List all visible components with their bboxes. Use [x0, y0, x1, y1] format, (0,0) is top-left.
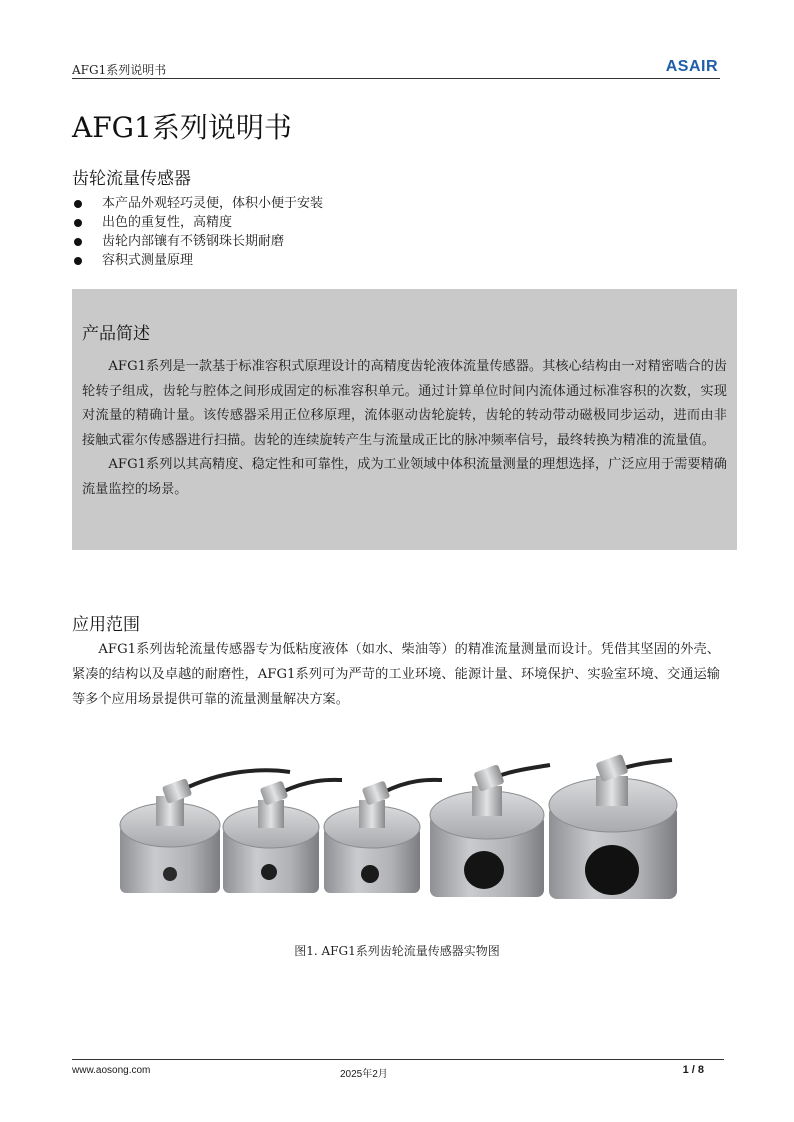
- page-footer: [72, 1059, 724, 1082]
- intro-heading: 齿轮流量传感器: [72, 169, 191, 189]
- footer-date: 2025年2月: [340, 1069, 388, 1080]
- application-paragraph: AFG1系列齿轮流量传感器专为低粘度液体（如水、柴油等）的精准流量测量而设计。凭借其坚固的外壳、紧凑的结构以及卓越的耐磨性，AFG1系列可为严苛的工业环境、能源计量、环境保护、实验室环境、交通运输等多个应用场景提供可靠的流量测量解决方案。: [72, 642, 720, 707]
- summary-section: [72, 289, 737, 550]
- footer-url: www.aosong.com: [72, 1065, 151, 1076]
- product-photo: [112, 750, 682, 920]
- application-body: [72, 637, 720, 712]
- sensor-unit: [430, 764, 550, 897]
- application-heading: 应用范围: [72, 615, 140, 635]
- figure-caption: 图1. AFG1系列齿轮流量传感器实物图: [294, 944, 500, 958]
- page-number: 1 / 8: [682, 1064, 704, 1076]
- header-title: AFG1系列说明书: [72, 63, 167, 77]
- sensor-unit: [549, 754, 677, 899]
- feature-item: 齿轮内部镶有不锈钢珠长期耐磨: [72, 232, 672, 251]
- summary-body: [82, 355, 727, 502]
- summary-paragraph: AFG1系列是一款基于标准容积式原理设计的高精度齿轮液体流量传感器。其核心结构由一对精密啮合的齿轮转子组成，齿轮与腔体之间形成固定的标准容积单元。通过计算单位时间内流体通过标准容积的次数，实现对流量的精确计量。该传感器采用正位移原理，流体驱动齿轮旋转，齿轮的转动带动磁极同步运动，进而由非接触式霍尔传感器进行扫描。齿轮的连续旋转产生与流量成正比的脉冲频率信号，最终转换为精准的流量值。: [82, 359, 727, 448]
- sensor-unit: [324, 780, 442, 893]
- summary-heading: 产品简述: [82, 324, 150, 344]
- summary-paragraph: AFG1系列以其高精度、稳定性和可靠性，成为工业领域中体积流量测量的理想选择，广泛应用于需要精确流量监控的场景。: [82, 457, 727, 497]
- feature-item: 容积式测量原理: [72, 251, 672, 270]
- feature-item: 本产品外观轻巧灵便，体积小便于安装: [72, 194, 672, 213]
- feature-item: 出色的重复性，高精度: [72, 213, 672, 232]
- feature-list: [72, 194, 672, 270]
- document-title: AFG1系列说明书: [72, 111, 292, 144]
- brand-logo: ASAIR: [665, 58, 718, 75]
- page-header: [72, 58, 720, 79]
